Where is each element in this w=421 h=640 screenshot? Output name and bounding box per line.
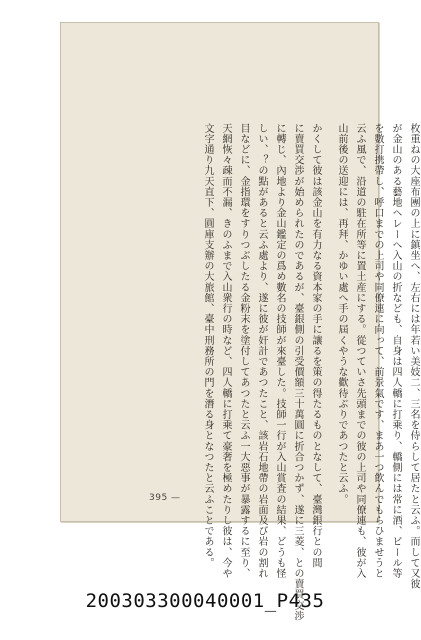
- text-column-8: に轉じ、內地より金山鑑定の爲め數名の技師が來臺した。技師一行が入山賞査の結果、どうも怪: [274, 123, 285, 579]
- text-column-6: かくして彼は該金山を有力なる資本家の手に讓るを策の得たるものとなして、臺灣銀行との間: [310, 123, 321, 569]
- text-column-2: が金山のある藝地ヘレーへ入山の折なども、自身は四人轎に打乘り、轎側には常に酒、ビール等: [390, 123, 401, 579]
- text-column-1: 枚重ねの大座布團の上に鎮坐へ、左右には年若い美妓二、三名を侍らして居たと云ふ。而して又彼: [408, 123, 419, 590]
- text-column-12: 文字通り九天直下、圓庫支辦の大旅館、臺中刑務所の門を潛る身となつたと云ふことである。: [202, 123, 213, 569]
- text-column-4: 云ふ風で、沿道の駐在所等に置土産にする。從つていさ先頭までの彼の上司や同僚連も、彼が入: [354, 123, 365, 579]
- text-column-3: を數打携帶し、呼口までの上司や同僚連に向って、前景氣です、まあ一つ飲んでもらひませうと: [372, 123, 383, 579]
- text-column-9: しい、？の點があると云ふ處より、遂に彼が奸計であつたこと、該岩石地帶の岩面及び岩の割れ: [256, 123, 267, 579]
- paragraph-gap: [325, 123, 331, 508]
- image-caption: 200303300040001_P435: [85, 590, 325, 612]
- page-number: 395 —: [149, 493, 181, 503]
- text-column-5: 山前後の送迎には、再拜、かゆい處へ手の屆くやうな歡待ぶりであつたと云ふ。: [336, 123, 347, 505]
- text-column-10: 目などに、金指環をすりつぶしたる金粉末を塗付してあつたと云ふ一大惡事が暴露するに至り、: [238, 123, 249, 579]
- text-column-7: に賣買交渉が始められたのであるが、臺銀側の引受價額三十萬圓に折合つかず、遂に三菱、との賣買交渉: [292, 123, 303, 622]
- text-column-11: 天網恢々疎而不漏、きのふまで入山衆行の時など、四人轎に打乘て豪奢を極めたりし彼は、今や: [220, 123, 231, 579]
